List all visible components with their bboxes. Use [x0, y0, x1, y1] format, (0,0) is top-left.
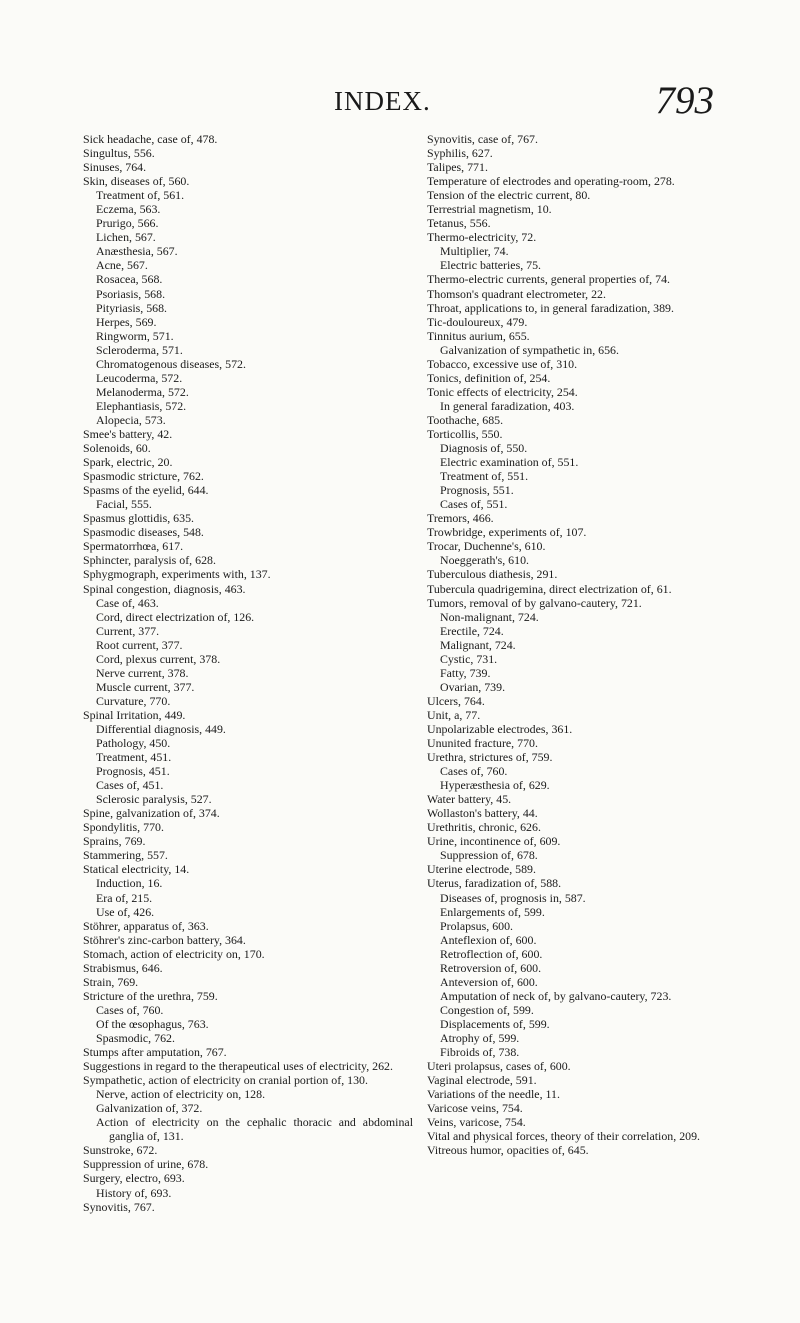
index-subentry: Suppression of, 678. — [440, 848, 538, 863]
index-entry: Spermatorrhœa, 617. — [83, 539, 184, 554]
index-entry: Strabismus, 646. — [83, 960, 163, 975]
index-subentry: Electric batteries, 75. — [440, 258, 542, 273]
index-entry: Sphygmograph, experiments with, 137. — [83, 567, 271, 582]
index-subentry: Retroversion of, 600. — [440, 960, 542, 975]
page-title: INDEX. — [334, 86, 431, 116]
index-entry: Synovitis, 767. — [83, 1199, 155, 1214]
index-subentry: Cord, plexus current, 378. — [96, 651, 221, 666]
index-entry: Tonics, definition of, 254. — [427, 370, 551, 385]
index-subentry: Induction, 16. — [96, 876, 163, 891]
index-entry: Spinal congestion, diagnosis, 463. — [83, 581, 246, 596]
index-entry: Syphilis, 627. — [427, 146, 493, 161]
index-subentry: Malignant, 724. — [440, 637, 516, 652]
index-entry: Spasmodic stricture, 762. — [83, 469, 204, 484]
index-subentry: Cord, direct electrization of, 126. — [96, 609, 255, 624]
index-entry: Temperature of electrodes and operating-room, 278. — [427, 174, 675, 189]
index-entry: Spondylitis, 770. — [83, 820, 164, 835]
index-subentry: Amputation of neck of, by galvano-cautery, 723. — [440, 988, 672, 1003]
index-entry: Thomson's quadrant electrometer, 22. — [427, 286, 606, 301]
index-entry: Uteri prolapsus, cases of, 600. — [427, 1059, 571, 1074]
index-entry: Varicose veins, 754. — [427, 1101, 523, 1116]
page-number: 793 — [655, 79, 714, 122]
index-subentry: History of, 693. — [96, 1185, 172, 1200]
index-entry: Sympathetic, action of electricity on cranial portion of, 130. — [83, 1073, 368, 1088]
index-subentry: Chromatogenous diseases, 572. — [96, 356, 246, 371]
index-subentry: Lichen, 567. — [96, 230, 156, 245]
index-entry: Surgery, electro, 693. — [83, 1171, 185, 1186]
index-subentry: Displacements of, 599. — [440, 1016, 550, 1031]
index-entry: Spark, electric, 20. — [83, 455, 173, 470]
index-entry: Tetanus, 556. — [427, 216, 491, 231]
index-subentry: Prognosis, 551. — [440, 483, 514, 498]
index-entry: Unpolarizable electrodes, 361. — [427, 721, 573, 736]
index-subentry: Eczema, 563. — [96, 202, 161, 217]
index-subentry: Hyperæsthesia of, 629. — [440, 778, 550, 793]
index-subentry: Leucoderma, 572. — [96, 370, 183, 385]
index-subentry: Era of, 215. — [96, 890, 153, 905]
index-entry: Trowbridge, experiments of, 107. — [427, 525, 587, 540]
index-subentry: Alopecia, 573. — [96, 412, 166, 427]
index-subentry: Multiplier, 74. — [440, 244, 509, 259]
index-subentry: Prognosis, 451. — [96, 764, 170, 779]
index-entry: Spasmodic diseases, 548. — [83, 525, 204, 540]
index-subentry: Erectile, 724. — [440, 623, 504, 638]
index-entry: Smee's battery, 42. — [83, 426, 173, 441]
page-header — [0, 78, 800, 128]
index-entry: Tumors, removal of by galvano-cautery, 721. — [427, 595, 642, 610]
index-entry: Throat, applications to, in general faradization, 389. — [427, 300, 674, 315]
index-subentry: Root current, 377. — [96, 637, 183, 652]
index-entry: Trocar, Duchenne's, 610. — [427, 539, 546, 554]
index-entry: Toothache, 685. — [427, 412, 504, 427]
index-subentry: Muscle current, 377. — [96, 679, 195, 694]
index-entry: Stammering, 557. — [83, 848, 168, 863]
index-entry: Singultus, 556. — [83, 146, 155, 161]
index-subentry: Cases of, 760. — [96, 1002, 164, 1017]
index-entry: Veins, varicose, 754. — [427, 1115, 526, 1130]
index-subentry: Spasmodic, 762. — [96, 1031, 175, 1045]
index-entry: Spasms of the eyelid, 644. — [83, 483, 209, 498]
index-subentry: Case of, 463. — [96, 595, 159, 610]
index-entry: Wollaston's battery, 44. — [427, 806, 538, 821]
index-entry: Water battery, 45. — [427, 792, 512, 807]
index-subentry: Galvanization of sympathetic in, 656. — [440, 342, 619, 357]
index-subentry: Melanoderma, 572. — [96, 384, 189, 399]
index-subentry: Noeggerath's, 610. — [440, 553, 529, 568]
index-subentry: Cystic, 731. — [440, 651, 498, 666]
index-subentry: Cases of, 760. — [440, 764, 508, 779]
index-entry: Stricture of the urethra, 759. — [83, 988, 218, 1003]
index-subentry: Electric examination of, 551. — [440, 455, 579, 470]
index-entry: Thermo-electricity, 72. — [427, 230, 537, 245]
index-entry: Uterus, faradization of, 588. — [427, 876, 562, 891]
index-entry: Thermo-electric currents, general properties of, 74. — [427, 272, 670, 287]
index-subentry: Nerve current, 378. — [96, 665, 189, 680]
index-entry: Vital and physical forces, theory of their correlation, 209. — [427, 1129, 701, 1144]
index-entry: Vitreous humor, opacities of, 645. — [427, 1143, 589, 1158]
index-entry: Stomach, action of electricity on, 170. — [83, 946, 265, 961]
index-subentry: Differential diagnosis, 449. — [96, 721, 226, 736]
index-subentry: Atrophy of, 599. — [440, 1031, 520, 1045]
index-subentry: Prolapsus, 600. — [440, 918, 513, 933]
index-subentry: Ovarian, 739. — [440, 679, 506, 694]
index-entry: Terrestrial magnetism, 10. — [427, 202, 552, 217]
index-column-right — [427, 132, 747, 1157]
index-subentry: Fatty, 739. — [440, 665, 491, 680]
index-entry: Spine, galvanization of, 374. — [83, 806, 220, 821]
index-subentry: Galvanization of, 372. — [96, 1101, 203, 1116]
index-entry: Solenoids, 60. — [83, 441, 151, 456]
index-subentry: Anteversion of, 600. — [440, 974, 538, 989]
index-entry: Sinuses, 764. — [83, 160, 147, 175]
index-entry: Suppression of urine, 678. — [83, 1157, 209, 1172]
index-subentry: Psoriasis, 568. — [96, 286, 166, 301]
index-entry: Ulcers, 764. — [427, 693, 485, 708]
index-subentry: Congestion of, 599. — [440, 1002, 534, 1017]
index-subentry: Anæsthesia, 567. — [96, 244, 178, 259]
index-subentry: Enlargements of, 599. — [440, 904, 545, 919]
index-subentry: Facial, 555. — [96, 497, 152, 512]
index-entry: Torticollis, 550. — [427, 426, 503, 441]
index-subentry: Action of electricity on the cephalic thoracic and abdominal ganglia of, 131. — [96, 1115, 413, 1144]
index-subentry: Use of, 426. — [96, 904, 155, 919]
index-entry: Urethra, strictures of, 759. — [427, 750, 553, 765]
index-entry: Synovitis, case of, 767. — [427, 132, 538, 146]
index-subentry: Pathology, 450. — [96, 736, 171, 751]
index-entry: Sphincter, paralysis of, 628. — [83, 553, 216, 568]
index-entry: Tic-douloureux, 479. — [427, 314, 528, 329]
index-subentry: Diagnosis of, 550. — [440, 441, 528, 456]
index-entry: Tobacco, excessive use of, 310. — [427, 356, 578, 371]
index-subentry: Treatment of, 551. — [440, 469, 529, 484]
index-entry: Tremors, 466. — [427, 511, 494, 526]
index-entry: Tonic effects of electricity, 254. — [427, 384, 578, 399]
index-entry: Statical electricity, 14. — [83, 862, 190, 877]
index-subentry: Anteflexion of, 600. — [440, 932, 537, 947]
index-subentry: Nerve, action of electricity on, 128. — [96, 1087, 266, 1102]
index-subentry: In general faradization, 403. — [440, 398, 575, 413]
index-entry: Stöhrer, apparatus of, 363. — [83, 918, 209, 933]
index-entry: Tension of the electric current, 80. — [427, 188, 591, 203]
index-entry: Variations of the needle, 11. — [427, 1087, 560, 1102]
index-entry: Sprains, 769. — [83, 834, 146, 849]
index-subentry: Sclerosic paralysis, 527. — [96, 792, 212, 807]
index-subentry: Of the œsophagus, 763. — [96, 1016, 209, 1031]
index-subentry: Non-malignant, 724. — [440, 609, 539, 624]
index-subentry: Cases of, 451. — [96, 778, 164, 793]
index-subentry: Elephantiasis, 572. — [96, 398, 187, 413]
index-subentry: Treatment, 451. — [96, 750, 172, 765]
index-entry: Spasmus glottidis, 635. — [83, 511, 194, 526]
index-entry: Skin, diseases of, 560. — [83, 174, 190, 189]
index-subentry: Ringworm, 571. — [96, 328, 174, 343]
index-subentry: Current, 377. — [96, 623, 160, 638]
index-subentry: Herpes, 569. — [96, 314, 157, 329]
index-entry: Sunstroke, 672. — [83, 1143, 158, 1158]
index-entry: Sick headache, case of, 478. — [83, 132, 218, 146]
index-subentry: Rosacea, 568. — [96, 272, 163, 287]
index-subentry: Prurigo, 566. — [96, 216, 159, 231]
index-entry: Ununited fracture, 770. — [427, 736, 538, 751]
index-entry: Stumps after amputation, 767. — [83, 1045, 227, 1060]
index-subentry: Fibroids of, 738. — [440, 1045, 520, 1060]
index-subentry: Cases of, 551. — [440, 497, 508, 512]
index-subentry: Treatment of, 561. — [96, 188, 185, 203]
index-entry: Tinnitus aurium, 655. — [427, 328, 530, 343]
index-entry: Uterine electrode, 589. — [427, 862, 536, 877]
index-column-left — [83, 132, 413, 1214]
index-entry: Urethritis, chronic, 626. — [427, 820, 541, 835]
index-subentry: Retroflection of, 600. — [440, 946, 543, 961]
index-subentry: Curvature, 770. — [96, 693, 171, 708]
index-entry: Suggestions in regard to the therapeutical uses of electricity, 262. — [83, 1059, 393, 1074]
index-subentry: Diseases of, prognosis in, 587. — [440, 890, 586, 905]
index-entry: Talipes, 771. — [427, 160, 488, 175]
index-entry: Unit, a, 77. — [427, 707, 481, 722]
index-entry: Urine, incontinence of, 609. — [427, 834, 561, 849]
index-entry: Tubercula quadrigemina, direct electrization of, 61. — [427, 581, 672, 596]
index-subentry: Acne, 567. — [96, 258, 148, 273]
index-entry: Spinal Irritation, 449. — [83, 707, 186, 722]
index-entry: Stöhrer's zinc-carbon battery, 364. — [83, 932, 246, 947]
index-entry: Vaginal electrode, 591. — [427, 1073, 537, 1088]
index-entry: Tuberculous diathesis, 291. — [427, 567, 558, 582]
index-subentry: Scleroderma, 571. — [96, 342, 183, 357]
index-subentry: Pityriasis, 568. — [96, 300, 168, 315]
index-entry: Strain, 769. — [83, 974, 139, 989]
